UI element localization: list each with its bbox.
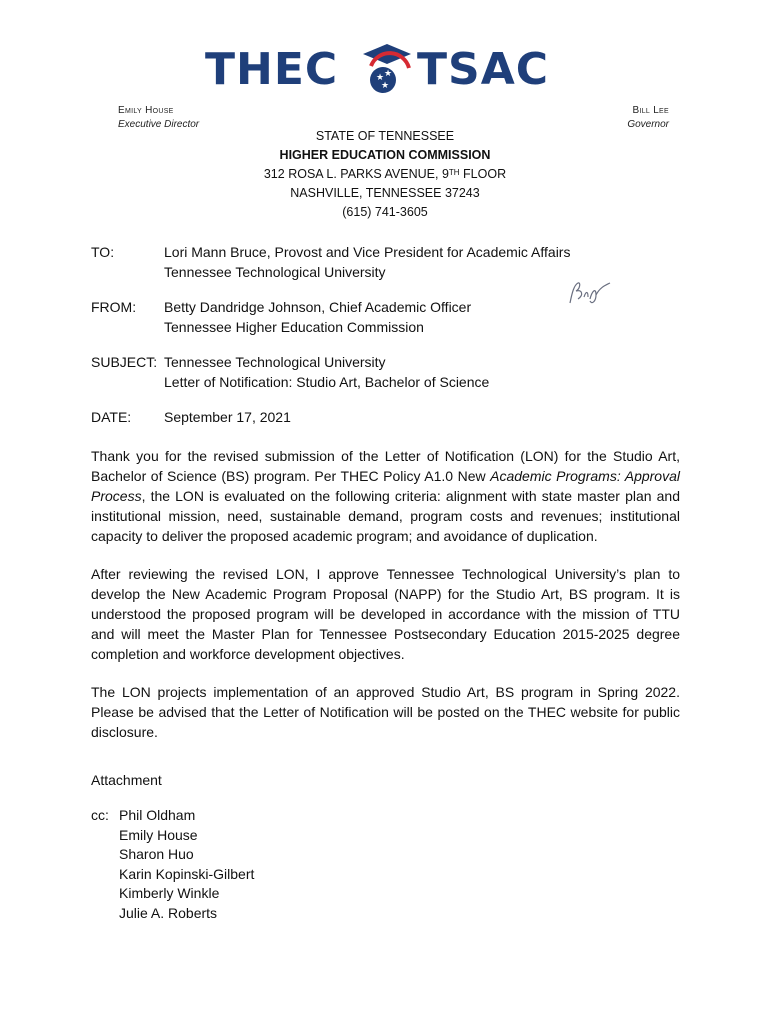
signature-initials xyxy=(566,277,612,309)
cc-recipient: Karin Kopinski-Gilbert xyxy=(119,865,255,882)
city-line: NASHVILLE, TENNESSEE 37243 xyxy=(290,186,480,200)
phone-line: (615) 741-3605 xyxy=(342,205,428,219)
from-agency: Tennessee Higher Education Commission xyxy=(164,319,424,335)
executive-director-name: Emily House xyxy=(118,105,174,116)
paragraph-3: The LON projects implementation of an approved Studio Art, BS program in Spring 2022. Please be advised that the Letter of Notification will be posted on the THEC website for public disclosure. xyxy=(91,684,680,740)
attachment-note: Attachment xyxy=(91,772,162,788)
logo-right-text: TSAC xyxy=(417,44,550,95)
state-line: STATE OF TENNESSEE xyxy=(315,129,455,143)
memo-subject xyxy=(91,352,691,392)
executive-director-title: Executive Director xyxy=(118,119,200,130)
paragraph-2: After reviewing the revised LON, I approve Tennessee Technological University’s plan to develop the New Academic Program Proposal (NAPP) for the Studio Art, BS program. It is understood the proposed program will be developed in accordance with the mission of TTU and will meet the Master Plan for Tennessee Postsecondary Education 2015-2025 degree completion and workforce development objectives. xyxy=(91,566,680,662)
from-sender: Betty Dandridge Johnson, Chief Academic Officer xyxy=(164,299,472,315)
subject-institution: Tennessee Technological University xyxy=(164,354,386,370)
paragraph-1: Thank you for the revised submission of the Letter of Notification (LON) for the Studio Art, Bachelor of Science (BS) program. Per THEC Policy A1.0 New Academic Programs: Approval Process, the LON is evaluated on the following criteria: alignment with state master plan and institutional mission, need, sustainable demand, program costs and revenues; institutional capacity to deliver the proposed academic program; and avoidance of duplication. xyxy=(91,448,680,544)
memo-header xyxy=(91,242,691,442)
to-recipient: Lori Mann Bruce, Provost and Vice President for Academic Affairs xyxy=(164,244,571,260)
cc-list xyxy=(91,806,254,923)
governor-title: Governor xyxy=(627,119,669,130)
cc-recipient: Kimberly Winkle xyxy=(119,885,220,901)
to-label: TO: xyxy=(91,244,115,260)
cc-recipient: Sharon Huo xyxy=(119,846,194,862)
cc-recipient: Julie A. Roberts xyxy=(119,904,218,921)
thec-tsac-logo xyxy=(205,40,570,96)
agency-header xyxy=(0,127,770,222)
cc-label: cc: xyxy=(91,807,109,823)
letter-body xyxy=(91,446,680,760)
memo-from xyxy=(91,297,691,337)
governor-name: Bill Lee xyxy=(632,105,669,116)
svg-text:★: ★ xyxy=(376,72,385,82)
graduation-cap-icon xyxy=(363,44,411,93)
cc-recipient: Phil Oldham xyxy=(119,807,196,823)
commission-line: HIGHER EDUCATION COMMISSION xyxy=(279,148,491,162)
svg-text:★: ★ xyxy=(384,68,393,78)
to-institution: Tennessee Technological University xyxy=(164,264,386,280)
memo-to xyxy=(91,242,691,282)
subject-topic: Letter of Notification: Studio Art, Bachelor of Science xyxy=(164,374,490,390)
cc-recipient: Emily House xyxy=(119,826,198,843)
address-line: 312 ROSA L. PARKS AVENUE, 9TH FLOOR xyxy=(263,167,507,181)
svg-text:★: ★ xyxy=(381,80,390,90)
date-label: DATE: xyxy=(91,409,132,425)
subject-label: SUBJECT: xyxy=(91,354,158,370)
logo-left-text: THEC xyxy=(205,44,339,95)
date-value: September 17, 2021 xyxy=(164,409,291,425)
memo-date xyxy=(91,407,691,427)
from-label: FROM: xyxy=(91,299,137,315)
